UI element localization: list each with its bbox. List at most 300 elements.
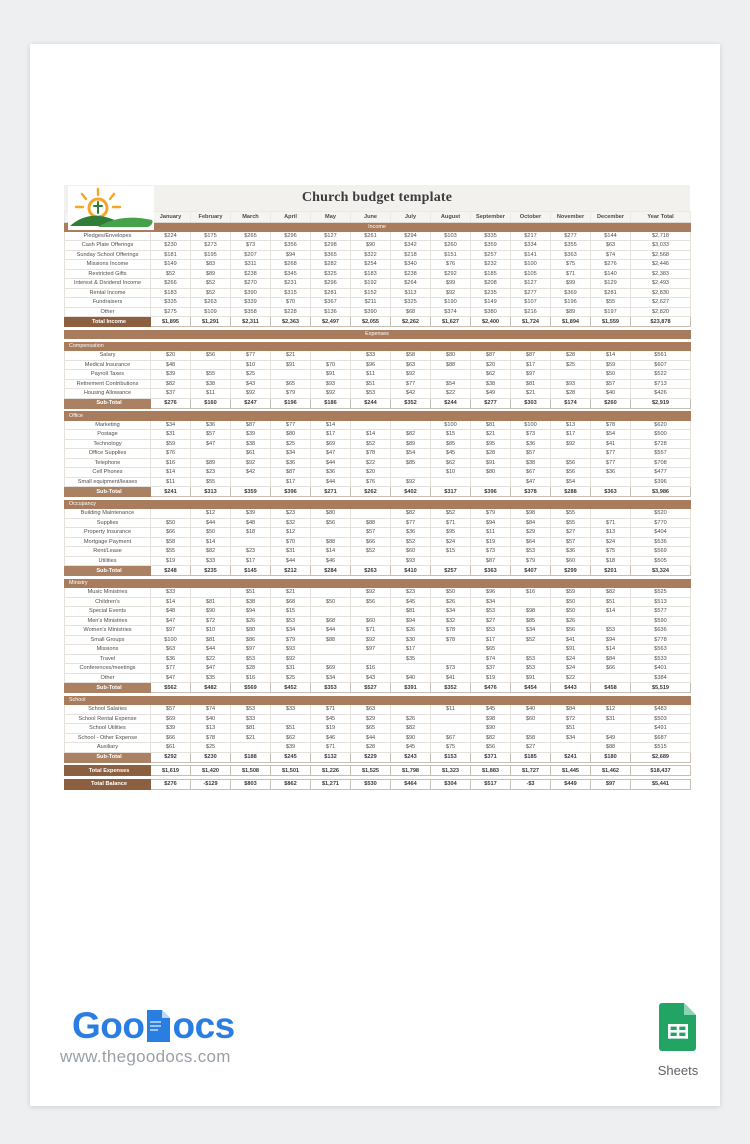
column-header-july: July [391, 212, 431, 223]
cell: $68 [311, 616, 351, 626]
total-cell: $5,441 [631, 779, 691, 789]
cell: $50 [191, 528, 231, 538]
total-cell: $248 [151, 566, 191, 576]
cell: $91 [271, 360, 311, 370]
cell: $28 [471, 449, 511, 459]
total-cell: $18,437 [631, 766, 691, 776]
total-row-sub-total [65, 398, 691, 408]
table-row-telephone [65, 458, 691, 468]
cell: $72 [191, 616, 231, 626]
cell [231, 537, 271, 547]
cell: $92 [271, 654, 311, 664]
cell: $94 [231, 607, 271, 617]
cell: $84 [551, 705, 591, 715]
cell: $82 [191, 547, 231, 557]
cell: $149 [151, 260, 191, 270]
cell: $89 [551, 307, 591, 317]
cell: $48 [151, 607, 191, 617]
cell: $281 [311, 288, 351, 298]
cell: $2,446 [631, 260, 691, 270]
total-cell: $132 [311, 752, 351, 762]
cell [351, 607, 391, 617]
cell: $53 [591, 626, 631, 636]
cell: $75 [431, 743, 471, 753]
cell: $770 [631, 518, 691, 528]
total-cell: $1,895 [151, 317, 191, 327]
cell: $273 [191, 241, 231, 251]
cell: $81 [191, 597, 231, 607]
cell: $83 [191, 260, 231, 270]
row-label: School Rental Expense [65, 714, 151, 724]
table-row-technology [65, 439, 691, 449]
total-cell: $1,501 [271, 766, 311, 776]
total-cell: $1,627 [431, 317, 471, 327]
section-band-expenses: Expenses [65, 330, 691, 339]
cell: $55 [151, 547, 191, 557]
total-label: Sub-Total [65, 683, 151, 693]
cell: $183 [351, 269, 391, 279]
cell [191, 588, 231, 598]
cell: $26 [551, 616, 591, 626]
cell: $54 [591, 430, 631, 440]
cell: $58 [391, 351, 431, 361]
cell: $79 [271, 389, 311, 399]
total-label: Sub-Total [65, 398, 151, 408]
cell: $85 [431, 439, 471, 449]
cell: $294 [391, 231, 431, 241]
row-label: Payroll Taxes [65, 370, 151, 380]
cell [311, 654, 351, 664]
total-cell: $396 [271, 487, 311, 497]
cell: $37 [151, 389, 191, 399]
cell: $92 [391, 370, 431, 380]
cell: $100 [511, 420, 551, 430]
cell: $505 [631, 556, 691, 566]
cell: $513 [631, 597, 691, 607]
cell: $19 [471, 673, 511, 683]
cell: $94 [271, 250, 311, 260]
cell: $33 [151, 588, 191, 598]
total-cell: $410 [391, 566, 431, 576]
cell: $84 [591, 654, 631, 664]
cell: $401 [631, 664, 691, 674]
cell: $687 [631, 733, 691, 743]
cell: $76 [151, 449, 191, 459]
total-cell: $1,323 [431, 766, 471, 776]
cell: $15 [431, 547, 471, 557]
total-cell: $153 [431, 752, 471, 762]
cell: $23 [231, 547, 271, 557]
cell: $87 [231, 420, 271, 430]
cell: $75 [551, 260, 591, 270]
budget-sheet [64, 185, 690, 790]
row-label: Office Supplies [65, 449, 151, 459]
goodocs-logo[interactable] [72, 1006, 235, 1046]
total-row-sub-total [65, 683, 691, 693]
table-row-travel [65, 654, 691, 664]
table-row-marketing [65, 420, 691, 430]
cell [391, 705, 431, 715]
cell: $105 [511, 269, 551, 279]
cell: $35 [391, 654, 431, 664]
cell: $88 [351, 518, 391, 528]
cell: $63 [391, 360, 431, 370]
google-sheets-icon [659, 1002, 697, 1052]
cell: $34 [431, 607, 471, 617]
cell: $80 [431, 351, 471, 361]
cell: $515 [631, 743, 691, 753]
cell: $31 [591, 714, 631, 724]
cell: $88 [311, 537, 351, 547]
cell: $26 [391, 714, 431, 724]
cell: $358 [231, 307, 271, 317]
cell: $292 [431, 269, 471, 279]
cell: $69 [311, 439, 351, 449]
cell: $77 [151, 664, 191, 674]
cell: $36 [591, 468, 631, 478]
total-cell: $271 [311, 487, 351, 497]
cell [591, 477, 631, 487]
cell: $140 [591, 269, 631, 279]
row-label: Rent/Lease [65, 547, 151, 557]
cell: $91 [511, 673, 551, 683]
cell: $78 [591, 420, 631, 430]
cell: $195 [191, 250, 231, 260]
cell: $390 [351, 307, 391, 317]
total-cell: $378 [511, 487, 551, 497]
cell: $36 [271, 458, 311, 468]
cell [391, 420, 431, 430]
cell: $15 [271, 607, 311, 617]
table-row-other [65, 673, 691, 683]
cell: $50 [431, 588, 471, 598]
cell [191, 360, 231, 370]
cell: $38 [231, 439, 271, 449]
total-cell: $229 [351, 752, 391, 762]
table-row-conferences-meetings [65, 664, 691, 674]
google-sheets-badge[interactable] [642, 1002, 714, 1078]
cell: $80 [311, 509, 351, 519]
row-label: School Utilities [65, 724, 151, 734]
cell: $53 [511, 654, 551, 664]
cell: $80 [271, 430, 311, 440]
cell: $325 [391, 298, 431, 308]
cell: $98 [471, 714, 511, 724]
cell: $63 [591, 241, 631, 251]
cell: $52 [191, 279, 231, 289]
column-header-march: March [231, 212, 271, 223]
cell: $520 [631, 509, 691, 519]
cell [471, 477, 511, 487]
total-cell: $862 [271, 779, 311, 789]
cell: $45 [471, 705, 511, 715]
cell: $52 [191, 288, 231, 298]
cell: $60 [391, 547, 431, 557]
cell: $18 [231, 528, 271, 538]
goodocs-logo-text-ocs: ocs [172, 1005, 235, 1046]
cell: $97 [511, 370, 551, 380]
total-cell: $244 [431, 398, 471, 408]
cell: $38 [511, 458, 551, 468]
cell: $196 [551, 298, 591, 308]
cell: $69 [151, 714, 191, 724]
total-cell: $97 [591, 779, 631, 789]
row-label: Children's [65, 597, 151, 607]
column-header-january: January [151, 212, 191, 223]
cell: $67 [431, 733, 471, 743]
cell: $46 [311, 733, 351, 743]
cell: $55 [591, 298, 631, 308]
table-row-restricted-gifts [65, 269, 691, 279]
total-cell: $1,462 [591, 766, 631, 776]
column-header-december: December [591, 212, 631, 223]
cell: $79 [271, 635, 311, 645]
cell: $87 [271, 468, 311, 478]
total-cell: $569 [231, 683, 271, 693]
cell: $82 [391, 430, 431, 440]
cell: $355 [551, 241, 591, 251]
cell: $66 [351, 537, 391, 547]
cell: $25 [191, 743, 231, 753]
cell: $93 [551, 379, 591, 389]
cell: $30 [391, 635, 431, 645]
cell [231, 743, 271, 753]
cell: $322 [351, 250, 391, 260]
total-cell: $196 [271, 398, 311, 408]
cell: $49 [591, 733, 631, 743]
cell: $74 [471, 654, 511, 664]
cell: $51 [591, 597, 631, 607]
cell: $211 [351, 298, 391, 308]
cell: $47 [151, 673, 191, 683]
cell: $334 [511, 241, 551, 251]
total-cell: $458 [591, 683, 631, 693]
cell: $84 [511, 518, 551, 528]
cell: $14 [591, 351, 631, 361]
table-row-rental-income [65, 288, 691, 298]
total-cell: $3,986 [631, 487, 691, 497]
cell: $11 [351, 370, 391, 380]
total-cell: $230 [191, 752, 231, 762]
cell: $335 [471, 231, 511, 241]
total-cell: $396 [471, 487, 511, 497]
cell: $91 [551, 645, 591, 655]
total-cell: $243 [391, 752, 431, 762]
total-cell: $407 [511, 566, 551, 576]
table-row-other [65, 307, 691, 317]
cell: $53 [231, 705, 271, 715]
total-cell: $235 [191, 566, 231, 576]
cell: $39 [231, 509, 271, 519]
cell: $21 [271, 588, 311, 598]
column-header-year-total: Year Total [631, 212, 691, 223]
total-cell: $5,519 [631, 683, 691, 693]
cell: $20 [351, 468, 391, 478]
total-cell: -$129 [191, 779, 231, 789]
cell: $81 [471, 420, 511, 430]
total-cell: $174 [551, 398, 591, 408]
cell [351, 420, 391, 430]
total-cell: $304 [431, 779, 471, 789]
total-cell: $292 [151, 752, 191, 762]
cell: $58 [511, 733, 551, 743]
cell: $60 [351, 616, 391, 626]
total-cell: $371 [471, 752, 511, 762]
row-label: Building Maintenance [65, 509, 151, 519]
site-url[interactable]: www.thegoodocs.com [60, 1047, 231, 1066]
cell: $33 [231, 714, 271, 724]
cell: $2,627 [631, 298, 691, 308]
cell: $109 [191, 307, 231, 317]
cell: $325 [311, 269, 351, 279]
cell: $63 [151, 645, 191, 655]
table-row-small-groups [65, 635, 691, 645]
cell: $57 [551, 537, 591, 547]
total-cell: $241 [151, 487, 191, 497]
cell: $17 [551, 430, 591, 440]
cell: $127 [311, 231, 351, 241]
cell: $192 [351, 279, 391, 289]
total-cell: $303 [511, 398, 551, 408]
cell: $77 [231, 351, 271, 361]
total-cell: $530 [351, 779, 391, 789]
cell: $96 [351, 360, 391, 370]
cell: $500 [631, 430, 691, 440]
cell: $25 [271, 439, 311, 449]
total-cell: $262 [351, 487, 391, 497]
cell: $15 [431, 430, 471, 440]
row-label: Marketing [65, 420, 151, 430]
total-label: Total Income [65, 317, 151, 327]
cell: $92 [351, 635, 391, 645]
cell: $56 [551, 626, 591, 636]
cell: $13 [551, 420, 591, 430]
cell: $2,568 [631, 250, 691, 260]
cell: $92 [311, 389, 351, 399]
cell: $231 [271, 279, 311, 289]
cell: $228 [271, 307, 311, 317]
cell [591, 616, 631, 626]
row-label: Salary [65, 351, 151, 361]
cell [231, 477, 271, 487]
row-label: Auxiliary [65, 743, 151, 753]
total-row-total-expenses [65, 766, 691, 776]
cell: $78 [191, 733, 231, 743]
table-row-office-supplies [65, 449, 691, 459]
cell: $2,383 [631, 269, 691, 279]
table-row-men-s-ministries [65, 616, 691, 626]
total-cell: $284 [311, 566, 351, 576]
cell: $263 [191, 298, 231, 308]
cell [511, 724, 551, 734]
row-label: Interest & Dividend Income [65, 279, 151, 289]
table-row-pledges-envelopes [65, 231, 691, 241]
cell: $99 [431, 279, 471, 289]
cell: $296 [271, 231, 311, 241]
cell: $47 [191, 664, 231, 674]
cell: $2,830 [631, 288, 691, 298]
cell: $72 [551, 714, 591, 724]
total-cell: $299 [551, 566, 591, 576]
row-label: Utilities [65, 556, 151, 566]
cell: $36 [311, 468, 351, 478]
total-cell: $482 [191, 683, 231, 693]
cell: $2,820 [631, 307, 691, 317]
cell: $53 [511, 547, 551, 557]
cell: $47 [511, 477, 551, 487]
cell: $78 [431, 626, 471, 636]
cell: $2,493 [631, 279, 691, 289]
cell: $57 [511, 449, 551, 459]
cell: $73 [471, 547, 511, 557]
cell: $36 [551, 547, 591, 557]
cell: $56 [191, 351, 231, 361]
cell: $34 [471, 597, 511, 607]
cell: $90 [471, 724, 511, 734]
cell: $76 [351, 477, 391, 487]
cell: $277 [511, 288, 551, 298]
cell: $21 [471, 430, 511, 440]
total-cell: $464 [391, 779, 431, 789]
cell: $260 [431, 241, 471, 251]
cell: $10 [191, 626, 231, 636]
cell: $81 [191, 635, 231, 645]
cell: $96 [471, 588, 511, 598]
cell: $22 [351, 458, 391, 468]
cell: $91 [471, 458, 511, 468]
cell: $39 [231, 430, 271, 440]
cell [591, 509, 631, 519]
cell: $31 [271, 664, 311, 674]
cell: $149 [471, 298, 511, 308]
cell: $45 [431, 449, 471, 459]
cell: $17 [231, 556, 271, 566]
table-row-children-s [65, 597, 691, 607]
cell: $91 [311, 370, 351, 380]
cell: $59 [551, 588, 591, 598]
cell: $216 [511, 307, 551, 317]
cell: $56 [551, 468, 591, 478]
cell: $197 [591, 307, 631, 317]
cell: $31 [271, 547, 311, 557]
cell: $276 [591, 260, 631, 270]
cell: $40 [511, 705, 551, 715]
table-row-rent-lease [65, 547, 691, 557]
table-row-utilities [65, 556, 691, 566]
cell: $90 [191, 607, 231, 617]
cell: $89 [391, 439, 431, 449]
cell: $47 [191, 439, 231, 449]
cell: $22 [431, 389, 471, 399]
cell: $53 [351, 389, 391, 399]
cell: $55 [191, 370, 231, 380]
total-label: Sub-Total [65, 566, 151, 576]
total-cell: $353 [311, 683, 351, 693]
cell: $81 [231, 724, 271, 734]
cell: $56 [311, 518, 351, 528]
cell: $24 [591, 537, 631, 547]
cell: $68 [271, 597, 311, 607]
cell: $77 [391, 379, 431, 389]
cell: $88 [591, 743, 631, 753]
cell: $94 [391, 616, 431, 626]
cell: $34 [551, 733, 591, 743]
cell: $708 [631, 458, 691, 468]
cell: $44 [311, 626, 351, 636]
cell: $20 [471, 360, 511, 370]
template-page [30, 44, 720, 1106]
cell: $380 [471, 307, 511, 317]
